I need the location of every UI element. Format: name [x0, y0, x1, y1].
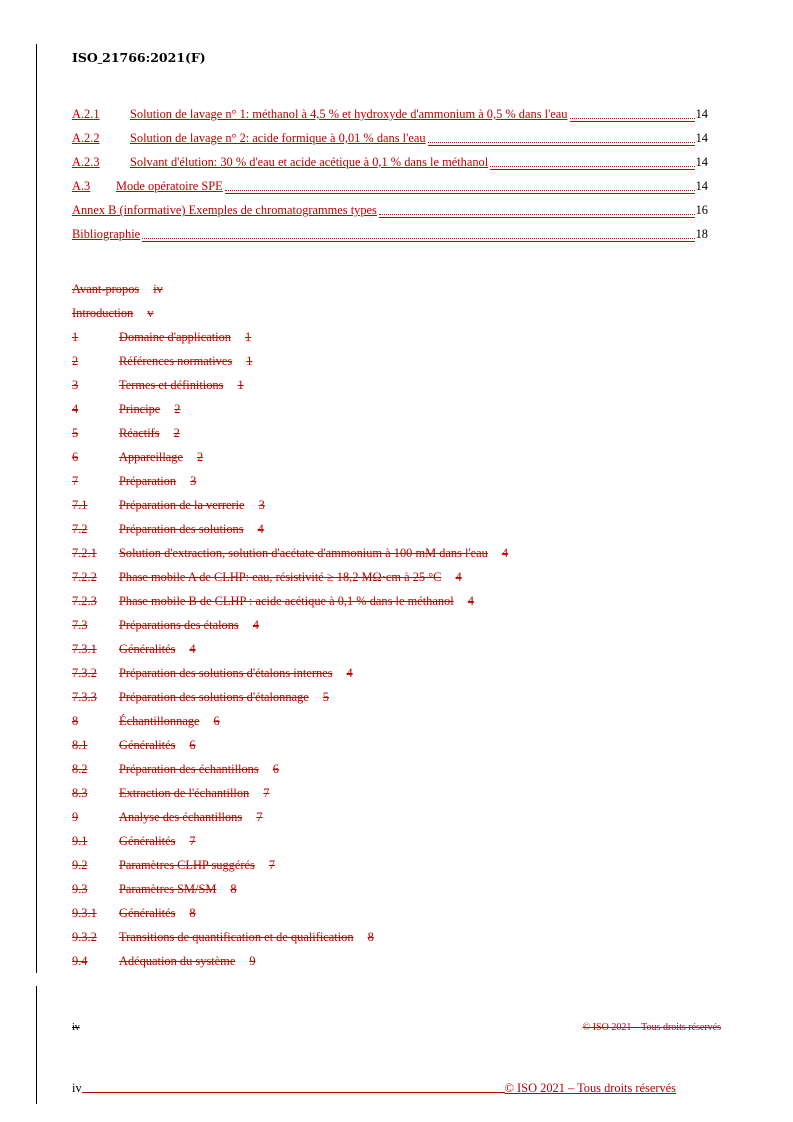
deleted-toc-entry[interactable] — [72, 474, 196, 492]
deleted-toc-title: Avant-propos — [72, 282, 140, 296]
deleted-toc-page: 7 — [263, 786, 270, 800]
deleted-toc-text — [72, 474, 196, 488]
deleted-toc-title: Extraction de l'échantillon — [119, 786, 250, 800]
deleted-toc-entry[interactable] — [72, 378, 244, 396]
deleted-toc-page: 4 — [455, 570, 462, 584]
deleted-toc-page: 7 — [256, 810, 263, 824]
deleted-toc-page: 4 — [346, 666, 353, 680]
deleted-toc-title: Phase mobile A de CLHP: eau, résistivité ≥ 18,2 MΩ·cm à 25 °C — [119, 570, 442, 584]
deleted-toc-page: 8 — [230, 882, 237, 896]
deleted-toc-text — [72, 522, 264, 536]
deleted-toc-entry[interactable] — [72, 666, 353, 684]
deleted-toc-entry[interactable] — [72, 354, 252, 372]
deleted-toc-text — [72, 594, 474, 608]
deleted-toc-number: 2 — [72, 354, 79, 368]
deleted-toc-page: 4 — [467, 594, 474, 608]
toc-entry-page: 14 — [695, 179, 708, 193]
deleted-toc-text — [72, 282, 163, 296]
deleted-toc-page: 3 — [190, 474, 197, 488]
toc-leader — [490, 165, 694, 167]
deleted-toc-page: 5 — [322, 690, 329, 704]
deleted-toc-text — [72, 714, 220, 728]
deleted-toc-text — [72, 546, 508, 560]
footer-copyright: © ISO 2021 – Tous droits réservés — [504, 1081, 676, 1095]
deleted-toc-title: Préparations des étalons — [119, 618, 239, 632]
deleted-toc-text — [72, 810, 262, 824]
deleted-toc-page: 7 — [189, 834, 196, 848]
deleted-toc-text — [72, 666, 353, 680]
deleted-toc-page: 4 — [257, 522, 264, 536]
deleted-toc-text — [72, 834, 196, 848]
deleted-toc-title: Échantillonnage — [119, 714, 200, 728]
deleted-footer-page: iv — [72, 1022, 80, 1033]
deleted-toc-title: Préparation — [119, 474, 177, 488]
toc-entry-annex-b[interactable] — [72, 200, 708, 218]
toc-entry-title: Mode opératoire SPE — [116, 179, 223, 193]
deleted-toc-text — [72, 738, 196, 752]
toc-entry-a23[interactable] — [72, 152, 708, 170]
deleted-toc-entry[interactable] — [72, 810, 262, 828]
deleted-footer-copyright: © ISO 2021 – Tous droits réservés — [582, 1022, 721, 1033]
deleted-toc-title: Adéquation du système — [119, 954, 236, 968]
deleted-toc-page: 6 — [189, 738, 196, 752]
deleted-toc-entry[interactable] — [72, 882, 237, 900]
deleted-toc-title: Généralités — [119, 738, 176, 752]
deleted-toc-number: 8.1 — [72, 738, 88, 752]
toc-entry-a21[interactable] — [72, 104, 708, 122]
change-bar-top — [36, 44, 37, 973]
deleted-toc-page: 1 — [245, 330, 252, 344]
header-rest: 21766:2021(F) — [102, 50, 206, 65]
deleted-toc-title: Paramètres SM/SM — [119, 882, 217, 896]
deleted-toc-text — [72, 618, 259, 632]
deleted-toc-entry[interactable] — [72, 738, 196, 756]
deleted-toc-number: 7.2 — [72, 522, 88, 536]
toc-entry-page: 14 — [695, 155, 708, 169]
deleted-toc-number: 6 — [72, 450, 79, 464]
deleted-toc-number: 7 — [72, 474, 79, 488]
deleted-toc-text — [72, 858, 275, 872]
deleted-toc-text — [72, 330, 251, 344]
toc-entry-title: Annex B (informative) Exemples de chromatogrammes types — [72, 203, 377, 217]
deleted-toc-page: 9 — [249, 954, 256, 968]
deleted-toc-title: Préparation des solutions d'étalonnage — [119, 690, 309, 704]
deleted-toc-text — [72, 906, 196, 920]
toc-entry-title: Solution de lavage n° 2: acide formique à 0,01 % dans l'eau — [130, 131, 426, 145]
deleted-toc-page: 8 — [189, 906, 196, 920]
deleted-toc-page: 4 — [189, 642, 196, 656]
deleted-toc-page: 1 — [237, 378, 244, 392]
deleted-toc-entry[interactable] — [72, 498, 265, 516]
deleted-toc-number: 7.2.3 — [72, 594, 97, 608]
deleted-toc-number: 7.3.2 — [72, 666, 97, 680]
deleted-toc-title: Transitions de quantification et de qualification — [119, 930, 354, 944]
deleted-toc-page: iv — [153, 282, 163, 296]
toc-leader — [570, 117, 695, 119]
deleted-toc-title: Généralités — [119, 642, 176, 656]
deleted-toc-text — [72, 426, 180, 440]
deleted-toc-title: Généralités — [119, 906, 176, 920]
deleted-toc-entry[interactable] — [72, 594, 474, 612]
deleted-toc-text — [72, 402, 181, 416]
deleted-toc-title: Analyse des échantillons — [119, 810, 243, 824]
deleted-toc-title: Références normatives — [119, 354, 233, 368]
deleted-toc-page: 2 — [174, 402, 181, 416]
deleted-toc-number: 5 — [72, 426, 79, 440]
deleted-toc-title: Domaine d'application — [119, 330, 231, 344]
toc-entry-a22[interactable] — [72, 128, 708, 146]
deleted-toc-entry[interactable] — [72, 690, 329, 708]
deleted-toc-entry[interactable] — [72, 546, 508, 564]
deleted-toc-entry[interactable] — [72, 522, 264, 540]
toc-leader — [428, 141, 695, 143]
deleted-toc-title: Préparation des échantillons — [119, 762, 259, 776]
deleted-toc-page: 4 — [501, 546, 509, 560]
deleted-toc-text — [72, 762, 279, 776]
deleted-toc-number: 7.1 — [72, 498, 88, 512]
toc-entry-title: Solvant d'élution: 30 % d'eau et acide acétique à 0,1 % dans le méthanol — [130, 155, 489, 169]
deleted-toc-text — [72, 786, 269, 800]
deleted-toc-title: Préparation de la verrerie — [119, 498, 245, 512]
deleted-toc-entry[interactable] — [72, 426, 180, 444]
deleted-toc-entry[interactable] — [72, 786, 269, 804]
deleted-toc-text — [72, 954, 256, 968]
deleted-toc-number: 8.3 — [72, 786, 88, 800]
header-prefix: ISO — [72, 50, 98, 65]
deleted-toc-title: Réactifs — [119, 426, 160, 440]
toc-entry-page: 14 — [695, 107, 708, 121]
deleted-toc-entry[interactable] — [72, 402, 181, 420]
deleted-toc-title: Appareillage — [119, 450, 183, 464]
deleted-toc-page: v — [147, 306, 154, 320]
toc-entry-title: Bibliographie — [72, 227, 141, 241]
deleted-toc-page: 7 — [268, 858, 276, 872]
deleted-toc-entry[interactable] — [72, 570, 462, 588]
deleted-toc-number: 9.3 — [72, 882, 88, 896]
deleted-toc-text — [72, 930, 374, 944]
deleted-toc-text — [72, 498, 265, 512]
deleted-toc-title: Paramètres CLHP suggérés — [119, 858, 255, 872]
deleted-toc-page: 8 — [367, 930, 374, 944]
deleted-toc-text — [72, 642, 196, 656]
document-header — [72, 50, 206, 65]
deleted-toc-title: Généralités — [119, 834, 176, 848]
deleted-toc-entry[interactable] — [72, 906, 196, 924]
deleted-toc-text — [72, 882, 237, 896]
deleted-toc-page: 4 — [252, 618, 259, 632]
deleted-toc-entry[interactable] — [72, 330, 251, 348]
deleted-toc-entry[interactable] — [72, 762, 279, 780]
deleted-toc-page: 2 — [173, 426, 180, 440]
page-footer — [72, 1078, 676, 1096]
deleted-toc-number: 9.4 — [72, 954, 88, 968]
toc-entry-number: A.2.3 — [72, 155, 100, 169]
toc-entry-a3[interactable] — [72, 176, 708, 194]
deleted-toc-title: Solution d'extraction, solution d'acétate d'ammonium à 100 mM dans l'eau — [119, 546, 488, 560]
deleted-toc-page: 6 — [272, 762, 279, 776]
deleted-toc-entry[interactable] — [72, 282, 163, 300]
deleted-toc-page: 1 — [246, 354, 253, 368]
toc-leader — [379, 213, 695, 215]
deleted-toc-number: 7.2.2 — [72, 570, 97, 584]
toc-entry-page: 18 — [695, 227, 708, 241]
deleted-toc-number: 4 — [72, 402, 79, 416]
deleted-toc-text — [72, 570, 462, 584]
deleted-toc-number: 7.3.3 — [72, 690, 97, 704]
deleted-toc-number: 9 — [72, 810, 79, 824]
footer-rule — [82, 1092, 505, 1093]
deleted-toc-number: 3 — [72, 378, 79, 392]
deleted-toc-number: 9.3.2 — [72, 930, 97, 944]
deleted-toc-entry[interactable] — [72, 642, 196, 660]
deleted-toc-entry[interactable] — [72, 930, 374, 948]
deleted-toc-title: Préparation des solutions — [119, 522, 244, 536]
toc-entry-number: A.2.1 — [72, 107, 100, 121]
toc-entry-page: 16 — [695, 203, 708, 217]
deleted-toc-title: Préparation des solutions d'étalons internes — [119, 666, 333, 680]
deleted-toc-entry[interactable] — [72, 450, 203, 468]
toc-entry-number: A.3 — [72, 179, 91, 193]
toc-leader — [225, 189, 695, 191]
deleted-toc-number: 1 — [72, 330, 79, 344]
deleted-toc-number: 7.2.1 — [72, 546, 97, 560]
deleted-toc-title: Termes et définitions — [119, 378, 224, 392]
deleted-toc-number: 9.1 — [72, 834, 88, 848]
deleted-toc-page: 3 — [258, 498, 265, 512]
deleted-toc-entry[interactable] — [72, 618, 259, 636]
deleted-toc-number: 8 — [72, 714, 79, 728]
toc-entry-bibliographie[interactable] — [72, 224, 708, 242]
deleted-toc-page: 6 — [213, 714, 220, 728]
deleted-toc-entry[interactable] — [72, 954, 256, 972]
deleted-toc-title: Introduction — [72, 306, 134, 320]
toc-entry-page: 14 — [695, 131, 708, 145]
deleted-toc-entry[interactable] — [72, 714, 220, 732]
deleted-toc-text — [72, 306, 153, 320]
deleted-toc-number: 8.2 — [72, 762, 88, 776]
toc-entry-title: Solution de lavage n° 1: méthanol à 4,5 % et hydroxyde d'ammonium à 0,5 % dans l'eau — [130, 107, 568, 121]
deleted-toc-text — [72, 450, 203, 464]
deleted-toc-number: 7.3 — [72, 618, 88, 632]
deleted-toc-number: 7.3.1 — [72, 642, 97, 656]
toc-entry-number: A.2.2 — [72, 131, 100, 145]
deleted-toc-text — [72, 378, 244, 392]
deleted-toc-entry[interactable] — [72, 858, 275, 876]
deleted-toc-entry[interactable] — [72, 306, 153, 324]
deleted-toc-text — [72, 354, 252, 368]
deleted-toc-entry[interactable] — [72, 834, 196, 852]
deleted-toc-page: 2 — [197, 450, 204, 464]
deleted-toc-text — [72, 690, 329, 704]
footer-page-number: iv — [72, 1081, 82, 1095]
deleted-toc-number: 9.3.1 — [72, 906, 97, 920]
deleted-toc-number: 9.2 — [72, 858, 88, 872]
deleted-toc-title: Phase mobile B de CLHP : acide acétique à 0,1 % dans le méthanol — [119, 594, 454, 608]
deleted-toc-title: Principe — [119, 402, 161, 416]
change-bar-bottom — [36, 986, 37, 1104]
toc-leader — [142, 237, 694, 239]
